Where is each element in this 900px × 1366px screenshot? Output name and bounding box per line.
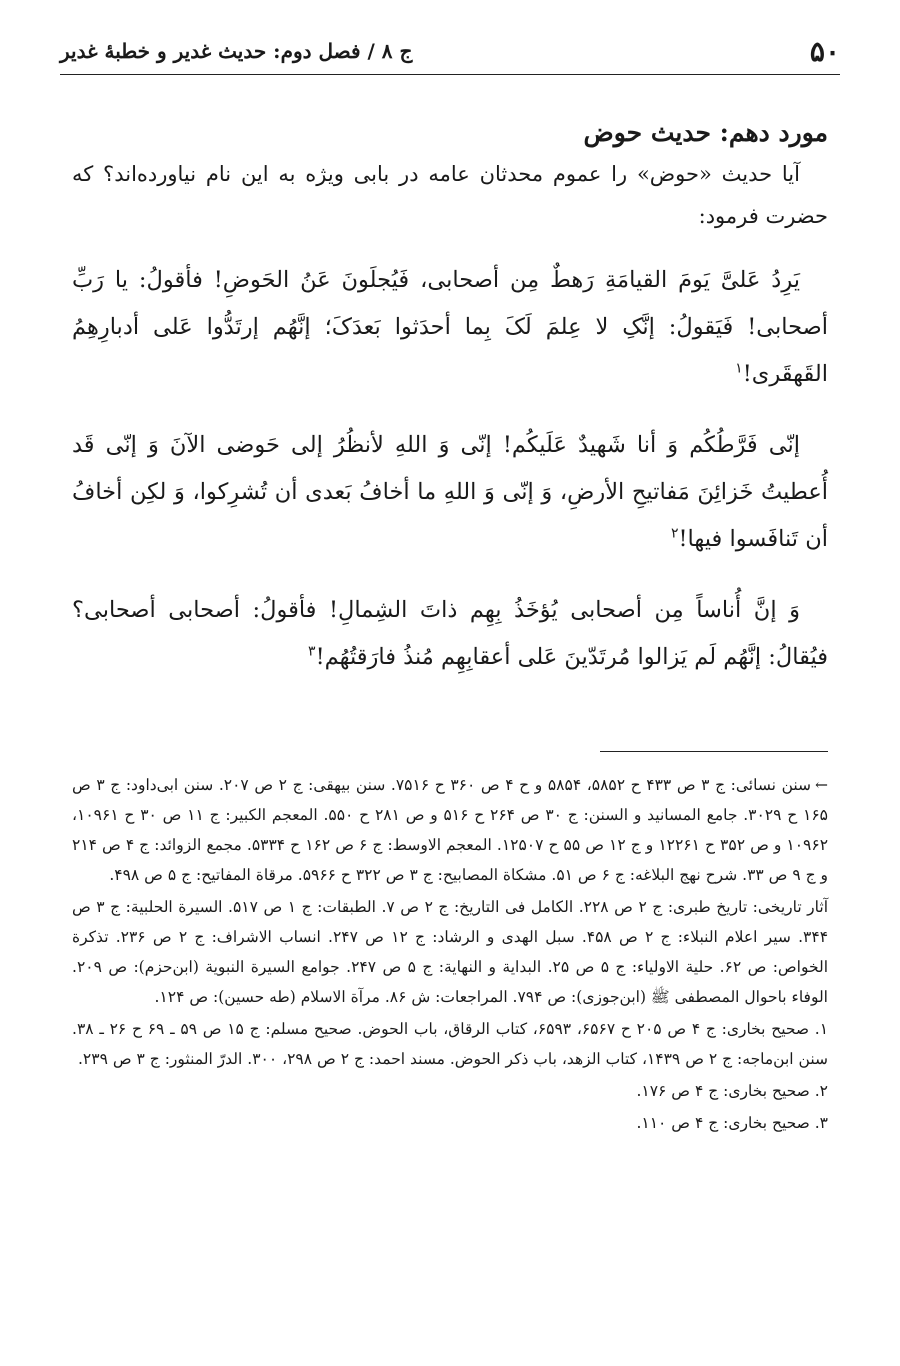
intro-paragraph: آیا حدیث «حوض» را عموم محدثان عامه در بابی ویژه به این نام نیاورده‌اند؟ که حضرت فرمود: xyxy=(72,162,828,228)
footnote-divider xyxy=(600,751,828,752)
hadith-paragraph xyxy=(72,257,828,398)
hadith-text: وَ إنَّ أُناساً مِن أصحابی یُؤخَذُ بِهِم ذاتَ الشِمالِ! فأقولُ: أصحابی أصحابی؟ فیُقالُ: إنَّهُم لَم یَزالوا مُرتَدّینَ عَلی أعقابِهِم مُنذُ فارَقتُهُم! xyxy=(72,597,828,670)
footnote-item: ۳. صحیح بخاری: ج ۴ ص ۱۱۰. xyxy=(636,1114,828,1132)
footnote-historical: آثار تاریخی: تاریخ طبری: ج ۲ ص ۲۲۸. الکامل فی التاریخ: ج ۲ ص ۷. الطبقات: ج ۱ ص ۵۱۷. السیرة الحلبیة: ج ۳ ص ۳۴۴. سیر اعلام النبلاء: ج ۲ ص ۴۵۸. سبل الهدی و الرشاد: ج ۱۲ ص ۲۴۷. انساب الاشراف: ج ۲ ص ۲۳۶. تذکرة الخواص: ص ۶۲. حلیة الاولیاء: ج ۵ ص ۲۵. البدایة و النهایة: ج ۵ ص ۲۴۷. جوامع السیرة النبویة (ابن‌حزم): ص ۲۰۹. الوفاء باحوال المصطفی ﷺ (ابن‌جوزی): ص ۷۹۴. المراجعات: ش ۸۶. مرآة الاسلام (طه حسین): ص ۱۲۴. xyxy=(72,898,829,1006)
page-number: ۵۰ xyxy=(809,34,840,68)
main-content xyxy=(72,108,828,705)
footnote-item: ۲. صحیح بخاری: ج ۴ ص ۱۷۶. xyxy=(636,1082,828,1100)
footnotes-section xyxy=(72,770,828,1140)
footnote-item: ۱. صحیح بخاری: ج ۴ ص ۲۰۵ ح ۶۵۶۷، ۶۵۹۳، کتاب الرقاق، باب الحوض. صحیح مسلم: ج ۱۵ ص ۵۹ ـ ۶۹ ح ۲۶ ـ ۳۸. سنن ابن‌ماجه: ج ۲ ص ۱۴۳۹، کتاب الزهد، باب ذکر الحوض. مسند احمد: ج ۲ ص ۲۹۸، ۳۰۰. الدرّ المنثور: ج ۳ ص ۲۳۹. xyxy=(72,1020,829,1068)
running-title: ج ۸ / فصل دوم: حدیث غدیر و خطبهٔ غدیر xyxy=(60,39,413,63)
footnote-continuation-text: سنن نسائی: ج ۳ ص ۴۳۳ ح ۵۸۵۲، ۵۸۵۴ و ح ۴ ص ۳۶۰ ح ۷۵۱۶. سنن بیهقی: ج ۲ ص ۲۰۷. سنن ابی‌داود: ج ۳ ص ۱۶۵ ح ۳۰۲۹. جامع المسانید و السنن: ج ۳۰ ص ۲۶۴ ح ۵۱۶ و ص ۲۸۱ ح ۵۵۰. المعجم الکبیر: ج ۱۱ ص ۳۰ ح ۱۰۹۶۱، ۱۰۹۶۲ و ص ۳۵۲ ح ۱۲۲۶۱ و ج ۱۲ ص ۵۵ ح ۱۲۵۰۷. المعجم الاوسط: ج ۶ ص ۱۶۲ ح ۵۳۳۴. مجمع الزوائد: ج ۴ ص ۲۱۴ و ج ۹ ص ۳۳. شرح نهج البلاغه: ج ۶ ص ۵۱. مشکاة المصابیح: ج ۳ ص ۳۲۲ ح ۵۹۶۶. مرقاة المفاتیح: ج ۵ ص ۴۹۸. xyxy=(72,776,829,884)
hadith-paragraph xyxy=(72,422,828,563)
continuation-arrow-icon: ← xyxy=(815,776,829,794)
footnote-marker[interactable]: ۳ xyxy=(308,643,316,660)
page-header xyxy=(60,28,840,75)
hadith-text: یَرِدُ عَلیَّ یَومَ القیامَةِ رَهطٌ مِن أصحابی، فَیُجلَونَ عَنُ الحَوضِ! فأقولُ: یا رَبِّ أصحابی! فَیَقولُ: إنَّکِ لا عِلمَ لَکَ بِما أحدَثوا بَعدَکَ؛ إنَّهُم إرتَدُّوا عَلی أدبارِهِمُ القَهقَری! xyxy=(72,267,828,387)
footnote-marker[interactable]: ۲ xyxy=(670,525,679,542)
hadith-paragraph xyxy=(72,587,828,681)
hadith-text: إنّی فَرَّطُکُم وَ أنا شَهیدٌ عَلَیکُم! إنّی وَ اللهِ لأنظُرُ إلی حَوضی الآنَ وَ إنّی قَد أُعطیتُ خَزائِنَ مَفاتیحِ الأرضِ، وَ إنّی وَ اللهِ ما أخافُ بَعدی أن تُشرِکوا، وَ لکِن أخافُ أن تَنافَسوا فیها! xyxy=(72,432,828,552)
section-heading: مورد دهم: حدیث حوض xyxy=(583,118,828,147)
footnote-marker[interactable]: ۱ xyxy=(735,360,743,377)
footnote-continuation xyxy=(72,770,828,890)
